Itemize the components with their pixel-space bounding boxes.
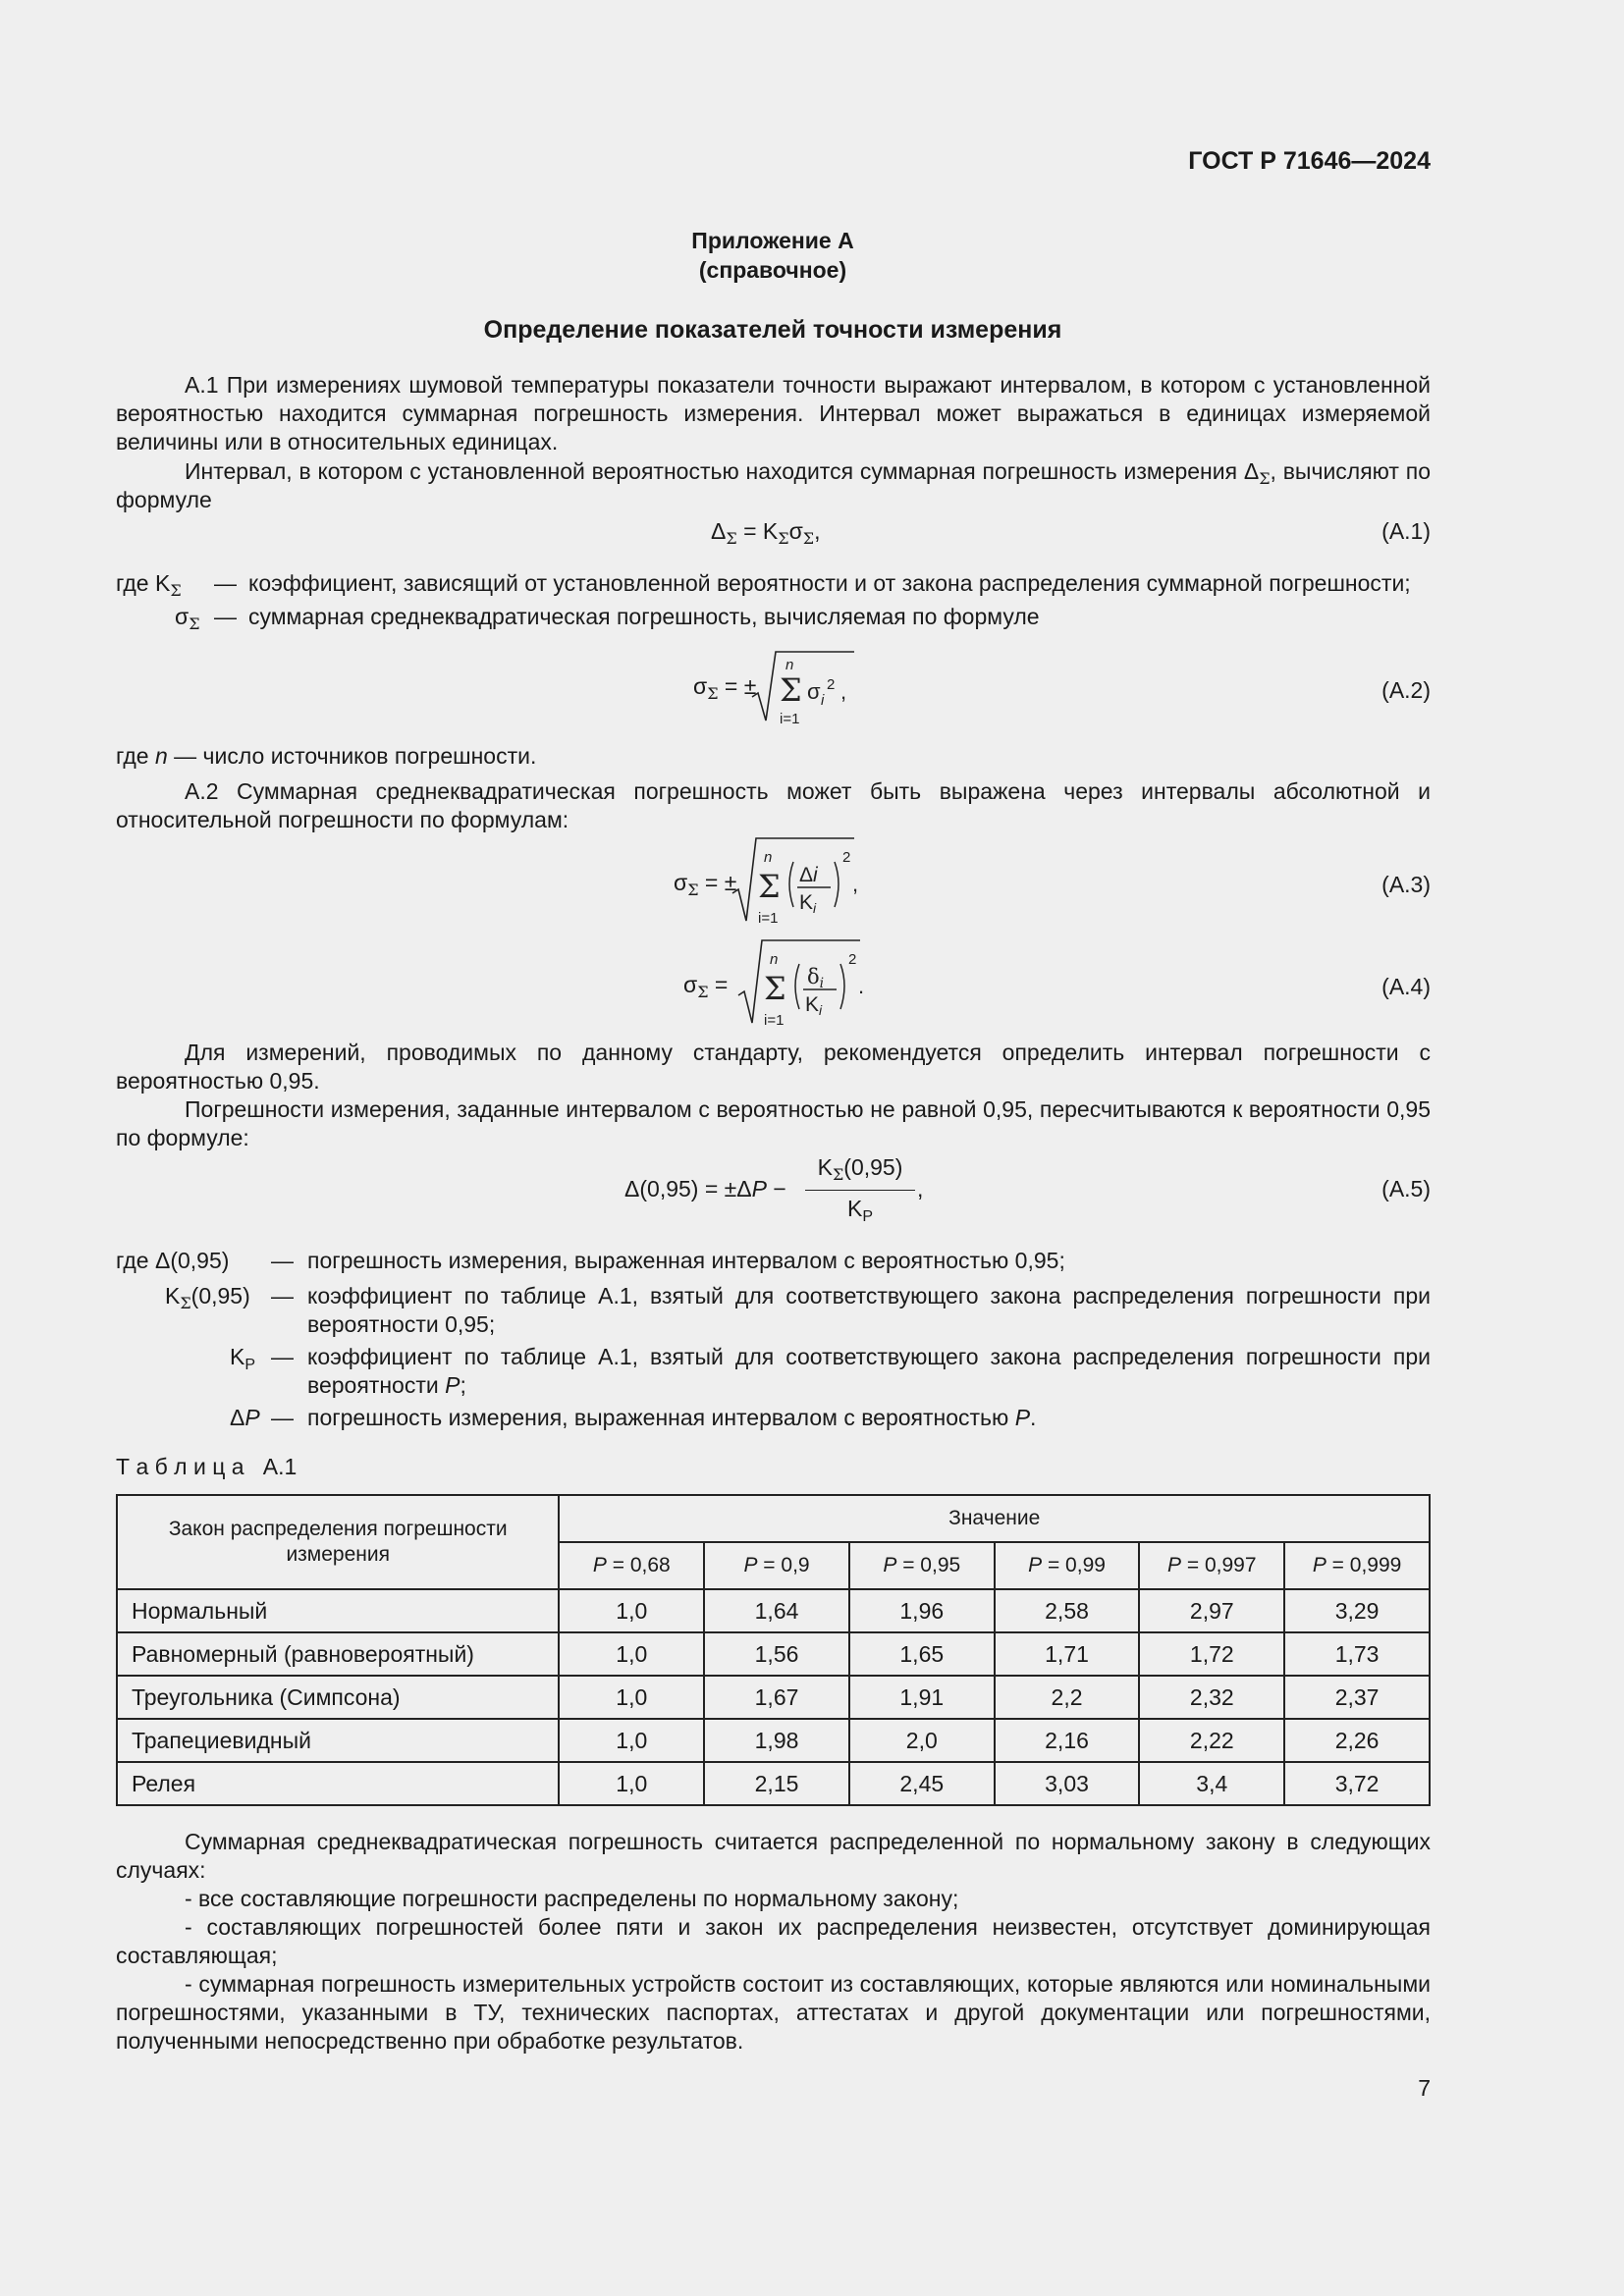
definition-delta-p-var: P <box>244 1405 260 1430</box>
definition-kp-text-end: ; <box>460 1372 466 1398</box>
definition-n-text: — число источников погрешности. <box>167 743 537 769</box>
svg-text:Σ: Σ <box>764 970 786 1007</box>
sqrt-icon <box>750 650 858 728</box>
table-cell-value: 2,22 <box>1139 1719 1284 1762</box>
definition-kp-text-var: P <box>445 1372 460 1398</box>
table-cell-law: Треугольника (Симпсона) <box>117 1676 559 1719</box>
table-cell-value: 1,0 <box>559 1762 704 1805</box>
paragraph-recommendation: Для измерений, проводимых по данному стандарту, рекомендуется определить интервал погрешности с вероятностью 0,95. <box>116 1040 1431 1094</box>
svg-text:i: i <box>821 692 825 709</box>
svg-text:2: 2 <box>848 951 857 968</box>
equation-a1-number: (А.1) <box>1381 518 1431 544</box>
paragraph-recalculation: Погрешности измерения, заданные интервалом с вероятностью не равной 0,95, пересчитываются к вероятности 0,95 по формуле: <box>116 1096 1431 1150</box>
table-row <box>117 1676 1430 1719</box>
definition-kp-k: K <box>230 1344 245 1369</box>
equation-a5-number: (А.5) <box>1381 1176 1431 1201</box>
definition-k-sigma-symbol: где K <box>116 570 171 596</box>
document-code: ГОСТ Р 71646—2024 <box>1188 147 1431 175</box>
table-cell-value: 3,29 <box>1284 1589 1430 1632</box>
definition-kp-text <box>307 1343 1431 1400</box>
table-header-p: P = 0,997 <box>1139 1542 1284 1589</box>
sqrt-icon <box>736 938 884 1029</box>
table-cell-value: 1,96 <box>849 1589 995 1632</box>
definition-k-sigma: где $K_\Sigma$ <box>116 570 182 600</box>
table-cell-value: 2,16 <box>995 1719 1140 1762</box>
table-cell-value: 1,98 <box>704 1719 849 1762</box>
table-cell-value: 2,58 <box>995 1589 1140 1632</box>
table-cell-value: 2,37 <box>1284 1676 1430 1719</box>
definition-dash: — <box>271 1344 294 1369</box>
definition-n-lead: где <box>116 743 155 769</box>
section-title: Определение показателей точности измерения <box>483 316 1062 344</box>
table-cell-law: Релея <box>117 1762 559 1805</box>
table-cell-value: 1,64 <box>704 1589 849 1632</box>
appendix-subtitle: (справочное) <box>698 257 847 283</box>
table-header-value: Значение <box>559 1495 1430 1542</box>
svg-text:i=1: i=1 <box>758 910 779 927</box>
definition-k-sigma-dash: — <box>214 570 237 596</box>
svg-text:2: 2 <box>827 676 836 693</box>
equation-a3-number: (А.3) <box>1381 872 1431 897</box>
table-cell-value: 1,0 <box>559 1589 704 1632</box>
paragraph-a2: А.2 Суммарная среднеквадратическая погрешность может быть выражена через интервалы абсолютной и относительной погрешности по формулам: <box>116 778 1431 832</box>
table-header-p: P = 0,999 <box>1284 1542 1430 1589</box>
paragraph-interval: Интервал, в котором с установленной вероятностью находится суммарная погрешность измерения $\Delta_\Sigma$, вычисляют по формуле <box>116 458 1431 512</box>
definition-delta-095: где Δ(0,95) <box>116 1248 230 1273</box>
table-header-law: Закон распределения погрешности измерения <box>117 1495 559 1589</box>
table-cell-value: 1,0 <box>559 1719 704 1762</box>
svg-text:i=1: i=1 <box>764 1012 785 1029</box>
table-cell-value: 1,65 <box>849 1632 995 1676</box>
definition-dash: — <box>271 1248 294 1273</box>
svg-text:δi: δi <box>807 965 825 991</box>
svg-text:,: , <box>840 679 847 704</box>
table-header-p: P = 0,9 <box>704 1542 849 1589</box>
bullet-item: - составляющих погрешностей более пяти и закон их распределения неизвестен, отсутствует доминирующая составляющая; <box>116 1914 1431 1968</box>
svg-text:σ: σ <box>807 679 821 704</box>
definition-delta-p-delta: Δ <box>230 1405 245 1430</box>
table-cell-value: 1,56 <box>704 1632 849 1676</box>
svg-text:Δi: Δi <box>799 864 818 886</box>
definition-dash: — <box>271 1405 294 1430</box>
svg-text:n: n <box>764 849 773 866</box>
table-cell-value: 1,67 <box>704 1676 849 1719</box>
paragraph-interval-text: Интервал, в котором с установленной вероятностью находится суммарная погрешность измерения Δ <box>185 458 1260 484</box>
table-cell-value: 1,73 <box>1284 1632 1430 1676</box>
equation-a4: $\sigma_\Sigma$ = Σ n i=1 δi Ki 2 . <box>683 938 880 1027</box>
svg-text:n: n <box>770 951 779 968</box>
sqrt-icon <box>731 836 888 927</box>
definition-delta-p-text <box>307 1404 1431 1432</box>
table-cell-value: 2,26 <box>1284 1719 1430 1762</box>
table-cell-value: 2,97 <box>1139 1589 1284 1632</box>
definition-k-sigma-095-sub: Σ <box>180 1294 191 1312</box>
table-row <box>117 1762 1430 1805</box>
table-cell-law: Трапециевидный <box>117 1719 559 1762</box>
svg-text:n: n <box>785 657 794 673</box>
table-header-p: P = 0,95 <box>849 1542 995 1589</box>
definition-kp <box>230 1343 255 1371</box>
table-cell-value: 1,72 <box>1139 1632 1284 1676</box>
table-cell-value: 3,03 <box>995 1762 1140 1805</box>
table-cell-value: 2,32 <box>1139 1676 1284 1719</box>
definition-kp-text-main: коэффициент по таблице А.1, взятый для соответствующего закона распределения погрешности при вероятности <box>307 1344 1431 1398</box>
definition-delta-p-text-main: погрешность измерения, выраженная интервалом с вероятностью <box>307 1405 1015 1430</box>
svg-text:Ki: Ki <box>805 993 823 1018</box>
appendix-title: Приложение А <box>691 228 854 253</box>
definition-delta-p-text-end: . <box>1030 1405 1037 1430</box>
paragraph-a1: А.1 При измерениях шумовой температуры показатели точности выражают интервалом, в котором с установленной вероятностью находится суммарная погрешность измерения. Интервал может выражаться в единицах измеряемой величины или в относительных единицах. <box>116 372 1431 454</box>
equation-a1: $\Delta_\Sigma = K_\Sigma\sigma_\Sigma$, <box>711 518 821 548</box>
definition-delta-p <box>230 1404 260 1432</box>
table-row <box>117 1632 1430 1676</box>
table-cell-value: 2,45 <box>849 1762 995 1805</box>
svg-text:2: 2 <box>842 849 851 866</box>
paragraph-normal-law: Суммарная среднеквадратическая погрешность считается распределенной по нормальному закону в следующих случаях: <box>116 1829 1431 1883</box>
definition-k-sigma-text: коэффициент, зависящий от установленной вероятности и от закона распределения суммарной погрешности; <box>248 570 1411 596</box>
equation-a4-number: (А.4) <box>1381 974 1431 999</box>
table-cell-law: Нормальный <box>117 1589 559 1632</box>
definition-delta-p-text-var: P <box>1014 1405 1031 1430</box>
equation-a2-number: (А.2) <box>1381 677 1431 703</box>
table-header-p: P = 0,99 <box>995 1542 1140 1589</box>
equation-a2: $\sigma_\Sigma$ = ± Σ n i=1 σ i 2 , <box>693 650 860 728</box>
table-cell-value: 2,15 <box>704 1762 849 1805</box>
definition-k-sigma-095 <box>165 1282 250 1310</box>
definition-dash: — <box>271 1283 294 1308</box>
table-cell-value: 1,71 <box>995 1632 1140 1676</box>
definition-kp-sub: P <box>244 1357 256 1373</box>
table-row <box>117 1719 1430 1762</box>
table-cell-value: 2,0 <box>849 1719 995 1762</box>
definition-n-var: n <box>154 743 168 769</box>
definition-sigma-dash: — <box>214 604 237 629</box>
table-cell-value: 3,72 <box>1284 1762 1430 1805</box>
table-cell-value: 1,91 <box>849 1676 995 1719</box>
definition-k-sigma-095-tail: (0,95) <box>190 1283 250 1308</box>
definition-sigma-symbol: $\sigma_\Sigma$ <box>175 604 200 633</box>
svg-text:Ki: Ki <box>799 891 817 916</box>
table-row <box>117 1589 1430 1632</box>
svg-text:Σ: Σ <box>758 868 781 905</box>
table-header-p: P = 0,68 <box>559 1542 704 1589</box>
table-cell-value: 1,0 <box>559 1632 704 1676</box>
equation-a3: $\sigma_\Sigma$ = ± Σ n i=1 Δi Ki 2 , <box>674 836 890 925</box>
bullet-item: - суммарная погрешность измерительных устройств состоит из составляющих, которые являются или номинальными погрешностями, указанными в ТУ, технических паспортах, аттестатах и другой документации или погрешностями, полученными непосредственно при обработке результатов. <box>116 1971 1431 2054</box>
definition-sigma-text: суммарная среднеквадратическая погрешность, вычисляемая по формуле <box>248 604 1040 629</box>
paragraph-interval-tail: , вычисляют по формуле <box>116 458 1431 512</box>
definition-k-sigma-095-text: коэффициент по таблице А.1, взятый для соответствующего закона распределения погрешности при вероятности 0,95; <box>307 1283 1431 1337</box>
equation-a5: Δ(0,95) = ±ΔP − $K_\Sigma(0,95)$ $K_P$ , <box>624 1154 924 1225</box>
svg-text:i=1: i=1 <box>780 711 800 727</box>
svg-text:,: , <box>852 872 859 896</box>
table-cell-value: 3,4 <box>1139 1762 1284 1805</box>
table-cell-value: 2,2 <box>995 1676 1140 1719</box>
page-number: 7 <box>1418 2075 1431 2101</box>
definition-k-sigma-095-k: K <box>165 1283 181 1308</box>
coefficient-table <box>116 1494 1431 1806</box>
bullet-item: - все составляющие погрешности распределены по нормальному закону; <box>185 1886 959 1911</box>
svg-text:Σ: Σ <box>780 671 802 709</box>
table-cell-law: Равномерный (равновероятный) <box>117 1632 559 1676</box>
table-caption: Т а б л и ц а А.1 <box>116 1454 298 1479</box>
svg-text:.: . <box>858 974 865 998</box>
table-cell-value: 1,0 <box>559 1676 704 1719</box>
definition-n <box>116 742 536 771</box>
definition-delta-095-text: погрешность измерения, выраженная интервалом с вероятностью 0,95; <box>307 1248 1065 1273</box>
